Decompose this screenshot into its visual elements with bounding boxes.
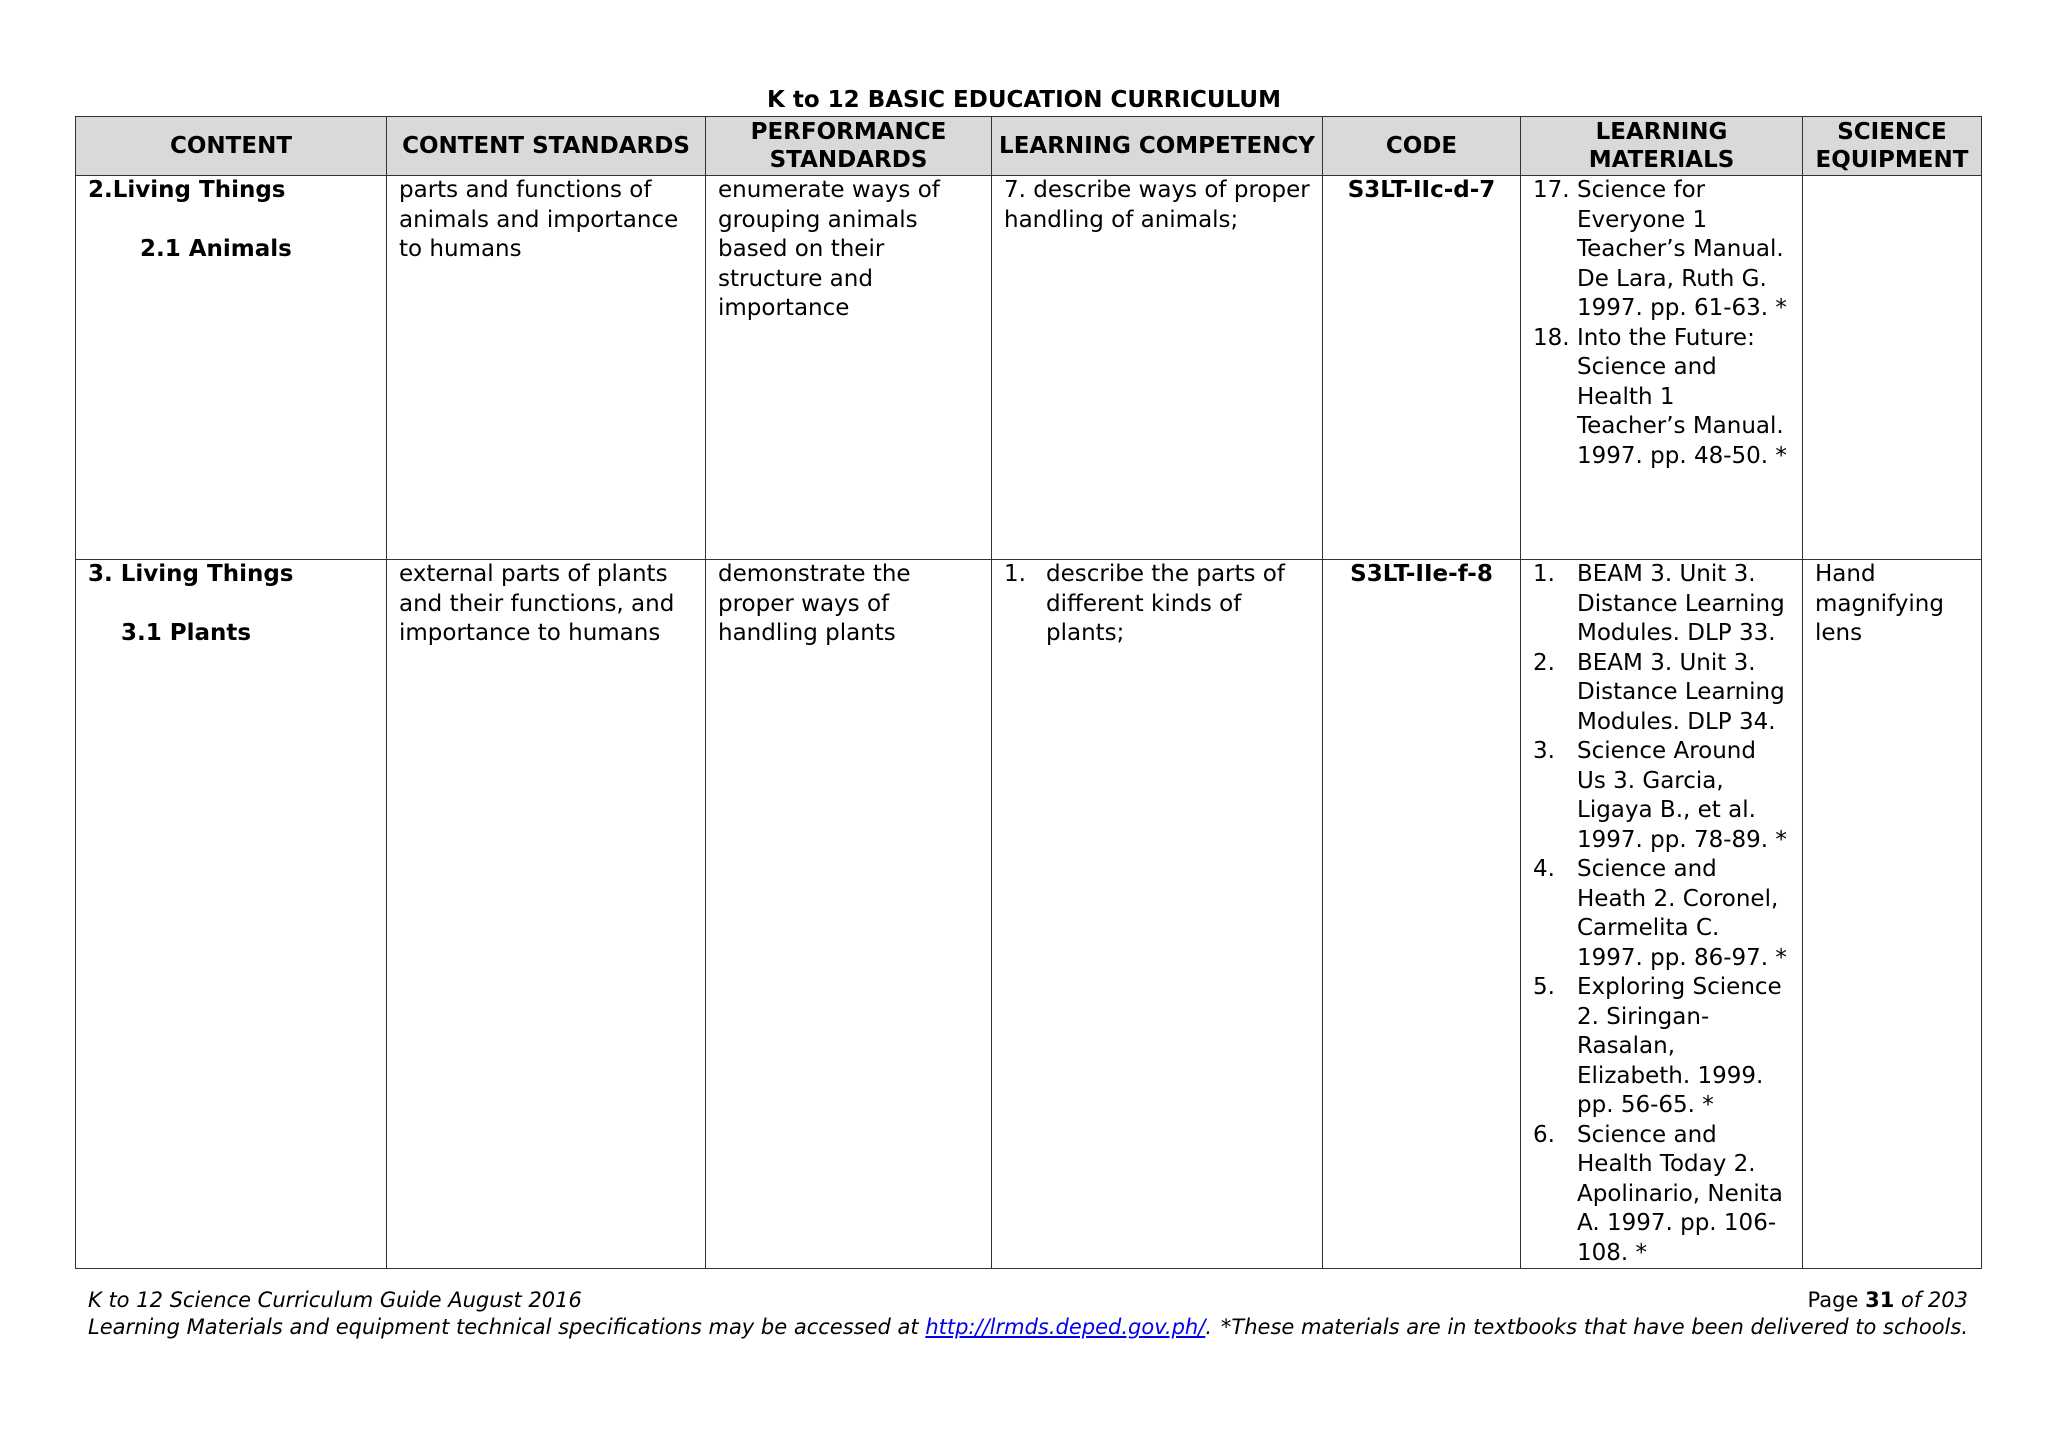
science-equipment-cell: Hand magnifying lens [1803,560,1982,1269]
performance-standards-cell: enumerate ways of grouping animals based on their structure and importance [706,176,992,560]
item-text: BEAM 3. Unit 3. Distance Learning Modules. DLP 33. [1577,561,1785,646]
competency-text: describe ways of proper handling of animals; [1004,177,1310,233]
header-content: CONTENT [76,117,387,176]
item-number: 17. [1533,177,1570,203]
access-suffix: . [1205,1315,1213,1339]
item-text: Into the Future: Science and Health 1 Teacher’s Manual. 1997. pp. 48-50. * [1577,324,1787,469]
list-item [1533,176,1790,324]
content-subtopic: 3.1 Plants [121,620,252,646]
header-performance-standards: PERFORMANCE STANDARDS [706,117,992,176]
content-topic: 3. Living Things [88,561,294,587]
learning-materials-cell [1521,560,1803,1269]
item-number: 6. [1533,1121,1555,1148]
page-total: of 203 [1901,1288,1968,1312]
item-text: Exploring Science 2. Siringan-Rasalan, Elizabeth. 1999. pp. 56-65. * [1577,974,1782,1118]
content-subtopic: 2.1 Animals [140,236,292,262]
learning-competency-cell [992,176,1323,560]
materials-list [1533,560,1790,1268]
list-item [1533,324,1790,472]
competency-number: 7. [1004,177,1026,203]
content-standards-cell: external parts of plants and their functions, and importance to humans [387,560,706,1269]
science-equipment-cell [1803,176,1982,560]
item-text: Science for Everyone 1 Teacher’s Manual. De Lara, Ruth G. 1997. pp. 61-63. * [1577,177,1787,321]
lrmds-link[interactable]: http://lrmds.deped.gov.ph/ [925,1315,1206,1339]
content-topic: 2.Living Things [88,177,286,203]
header-content-standards: CONTENT STANDARDS [387,117,706,176]
content-cell [76,176,387,560]
header-science-equipment: SCIENCE EQUIPMENT [1803,117,1982,176]
list-item [1533,1121,1790,1269]
header-code: CODE [1323,117,1521,176]
list-item [1533,973,1790,1121]
content-standards-cell: parts and functions of animals and importance to humans [387,176,706,560]
item-text: Science Around Us 3. Garcia, Ligaya B., et al. 1997. pp. 78-89. * [1577,738,1787,853]
item-text: Science and Health Today 2. Apolinario, Nenita A. 1997. pp. 106-108. * [1577,1121,1783,1266]
page-number: 31 [1865,1288,1895,1312]
content-cell [76,560,387,1269]
page-footer [88,1287,1968,1341]
competency-number: 1. [1004,561,1026,587]
list-item [1533,560,1790,649]
learning-materials-cell [1521,176,1803,560]
footer-access-note [88,1314,1212,1341]
footer-textbook-note: *These materials are in textbooks that have been delivered to schools. [1220,1315,1968,1339]
page-label: Page [1807,1288,1859,1312]
item-number: 18. [1533,324,1570,351]
table-row [76,560,1982,1269]
curriculum-table [75,116,1982,1269]
item-number: 4. [1533,856,1555,882]
learning-competency-cell [992,560,1323,1269]
table-row [76,176,1982,560]
access-prefix: Learning Materials and equipment technical specifications may be accessed at [88,1315,919,1339]
header-learning-competency: LEARNING COMPETENCY [992,117,1323,176]
item-number: 2. [1533,649,1555,676]
item-number: 5. [1533,974,1555,1000]
header-learning-materials: LEARNING MATERIALS [1521,117,1803,176]
competency-text: describe the parts of different kinds of plants; [1046,561,1285,646]
list-item [1533,737,1790,855]
code-cell: S3LT-IIe-f-8 [1323,560,1521,1269]
list-item [1533,649,1790,738]
code-cell: S3LT-IIc-d-7 [1323,176,1521,560]
document-title: K to 12 BASIC EDUCATION CURRICULUM [767,87,1281,113]
page-indicator [1808,1287,1968,1314]
item-text: BEAM 3. Unit 3. Distance Learning Modules. DLP 34. [1577,649,1785,735]
footer-guide-title: K to 12 Science Curriculum Guide August 2016 [88,1288,582,1312]
item-number: 3. [1533,738,1555,764]
materials-list [1533,176,1790,471]
table-header-row [76,117,1982,176]
performance-standards-cell: demonstrate the proper ways of handling plants [706,560,992,1269]
item-text: Science and Heath 2. Coronel, Carmelita C. 1997. pp. 86-97. * [1577,856,1787,971]
competency-item [1004,560,1310,649]
item-number: 1. [1533,561,1555,587]
list-item [1533,855,1790,973]
